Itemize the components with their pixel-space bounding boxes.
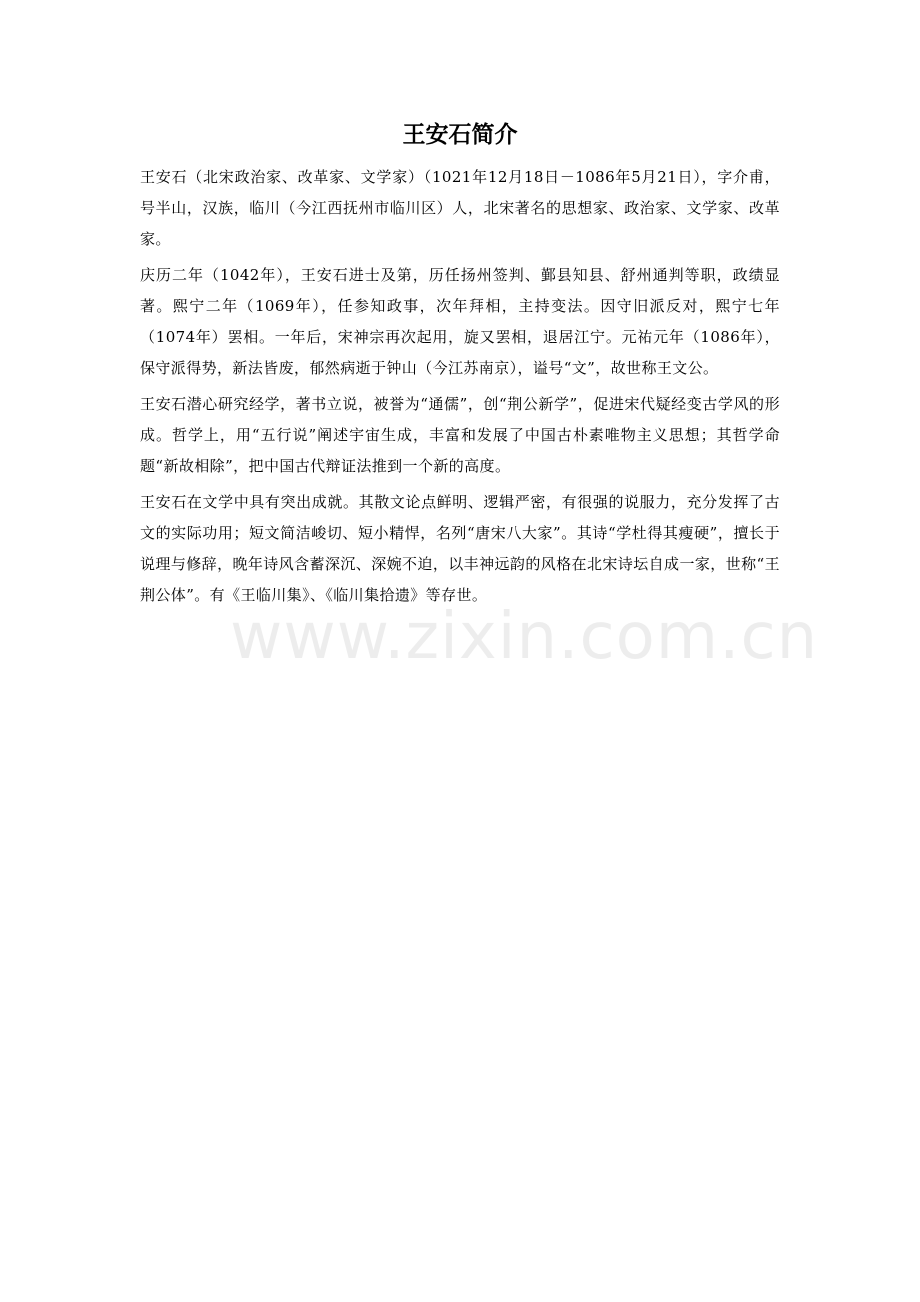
document-body [140, 162, 780, 616]
paragraph-scholarship: 王安石潜心研究经学，著书立说，被誉为“通儒”，创“荆公新学”，促进宋代疑经变古学风的形成。哲学上，用“五行说”阐述宇宙生成，丰富和发展了中国古朴素唯物主义思想；其哲学命题“新故相除”，把中国古代辩证法推到一个新的高度。 [140, 395, 780, 475]
paragraph-literature: 王安石在文学中具有突出成就。其散文论点鲜明、逻辑严密，有很强的说服力，充分发挥了古文的实际功用；短文简洁峻切、短小精悍，名列“唐宋八大家”。其诗“学杜得其瘦硬”，擅长于说理与修辞，晚年诗风含蓄深沉、深婉不迫，以丰神远韵的风格在北宋诗坛自成一家，世称“王荆公体”。有《王临川集》、《临川集拾遗》等存世。 [140, 493, 780, 604]
paragraph-career: 庆历二年（1042年），王安石进士及第，历任扬州签判、鄞县知县、舒州通判等职，政绩显著。熙宁二年（1069年），任参知政事，次年拜相，主持变法。因守旧派反对，熙宁七年（1074年）罢相。一年后，宋神宗再次起用，旋又罢相，退居江宁。元祐元年（1086年），保守派得势，新法皆废，郁然病逝于钟山（今江苏南京），谥号“文”，故世称王文公。 [140, 266, 780, 377]
paragraph-intro: 王安石（北宋政治家、改革家、文学家）（1021年12月18日－1086年5月21日），字介甫，号半山，汉族，临川（今江西抚州市临川区）人，北宋著名的思想家、政治家、文学家、改革家。 [140, 168, 780, 248]
watermark-text: www.zixin.com.cn [230, 600, 819, 674]
document-title: 王安石简介 [402, 122, 518, 148]
